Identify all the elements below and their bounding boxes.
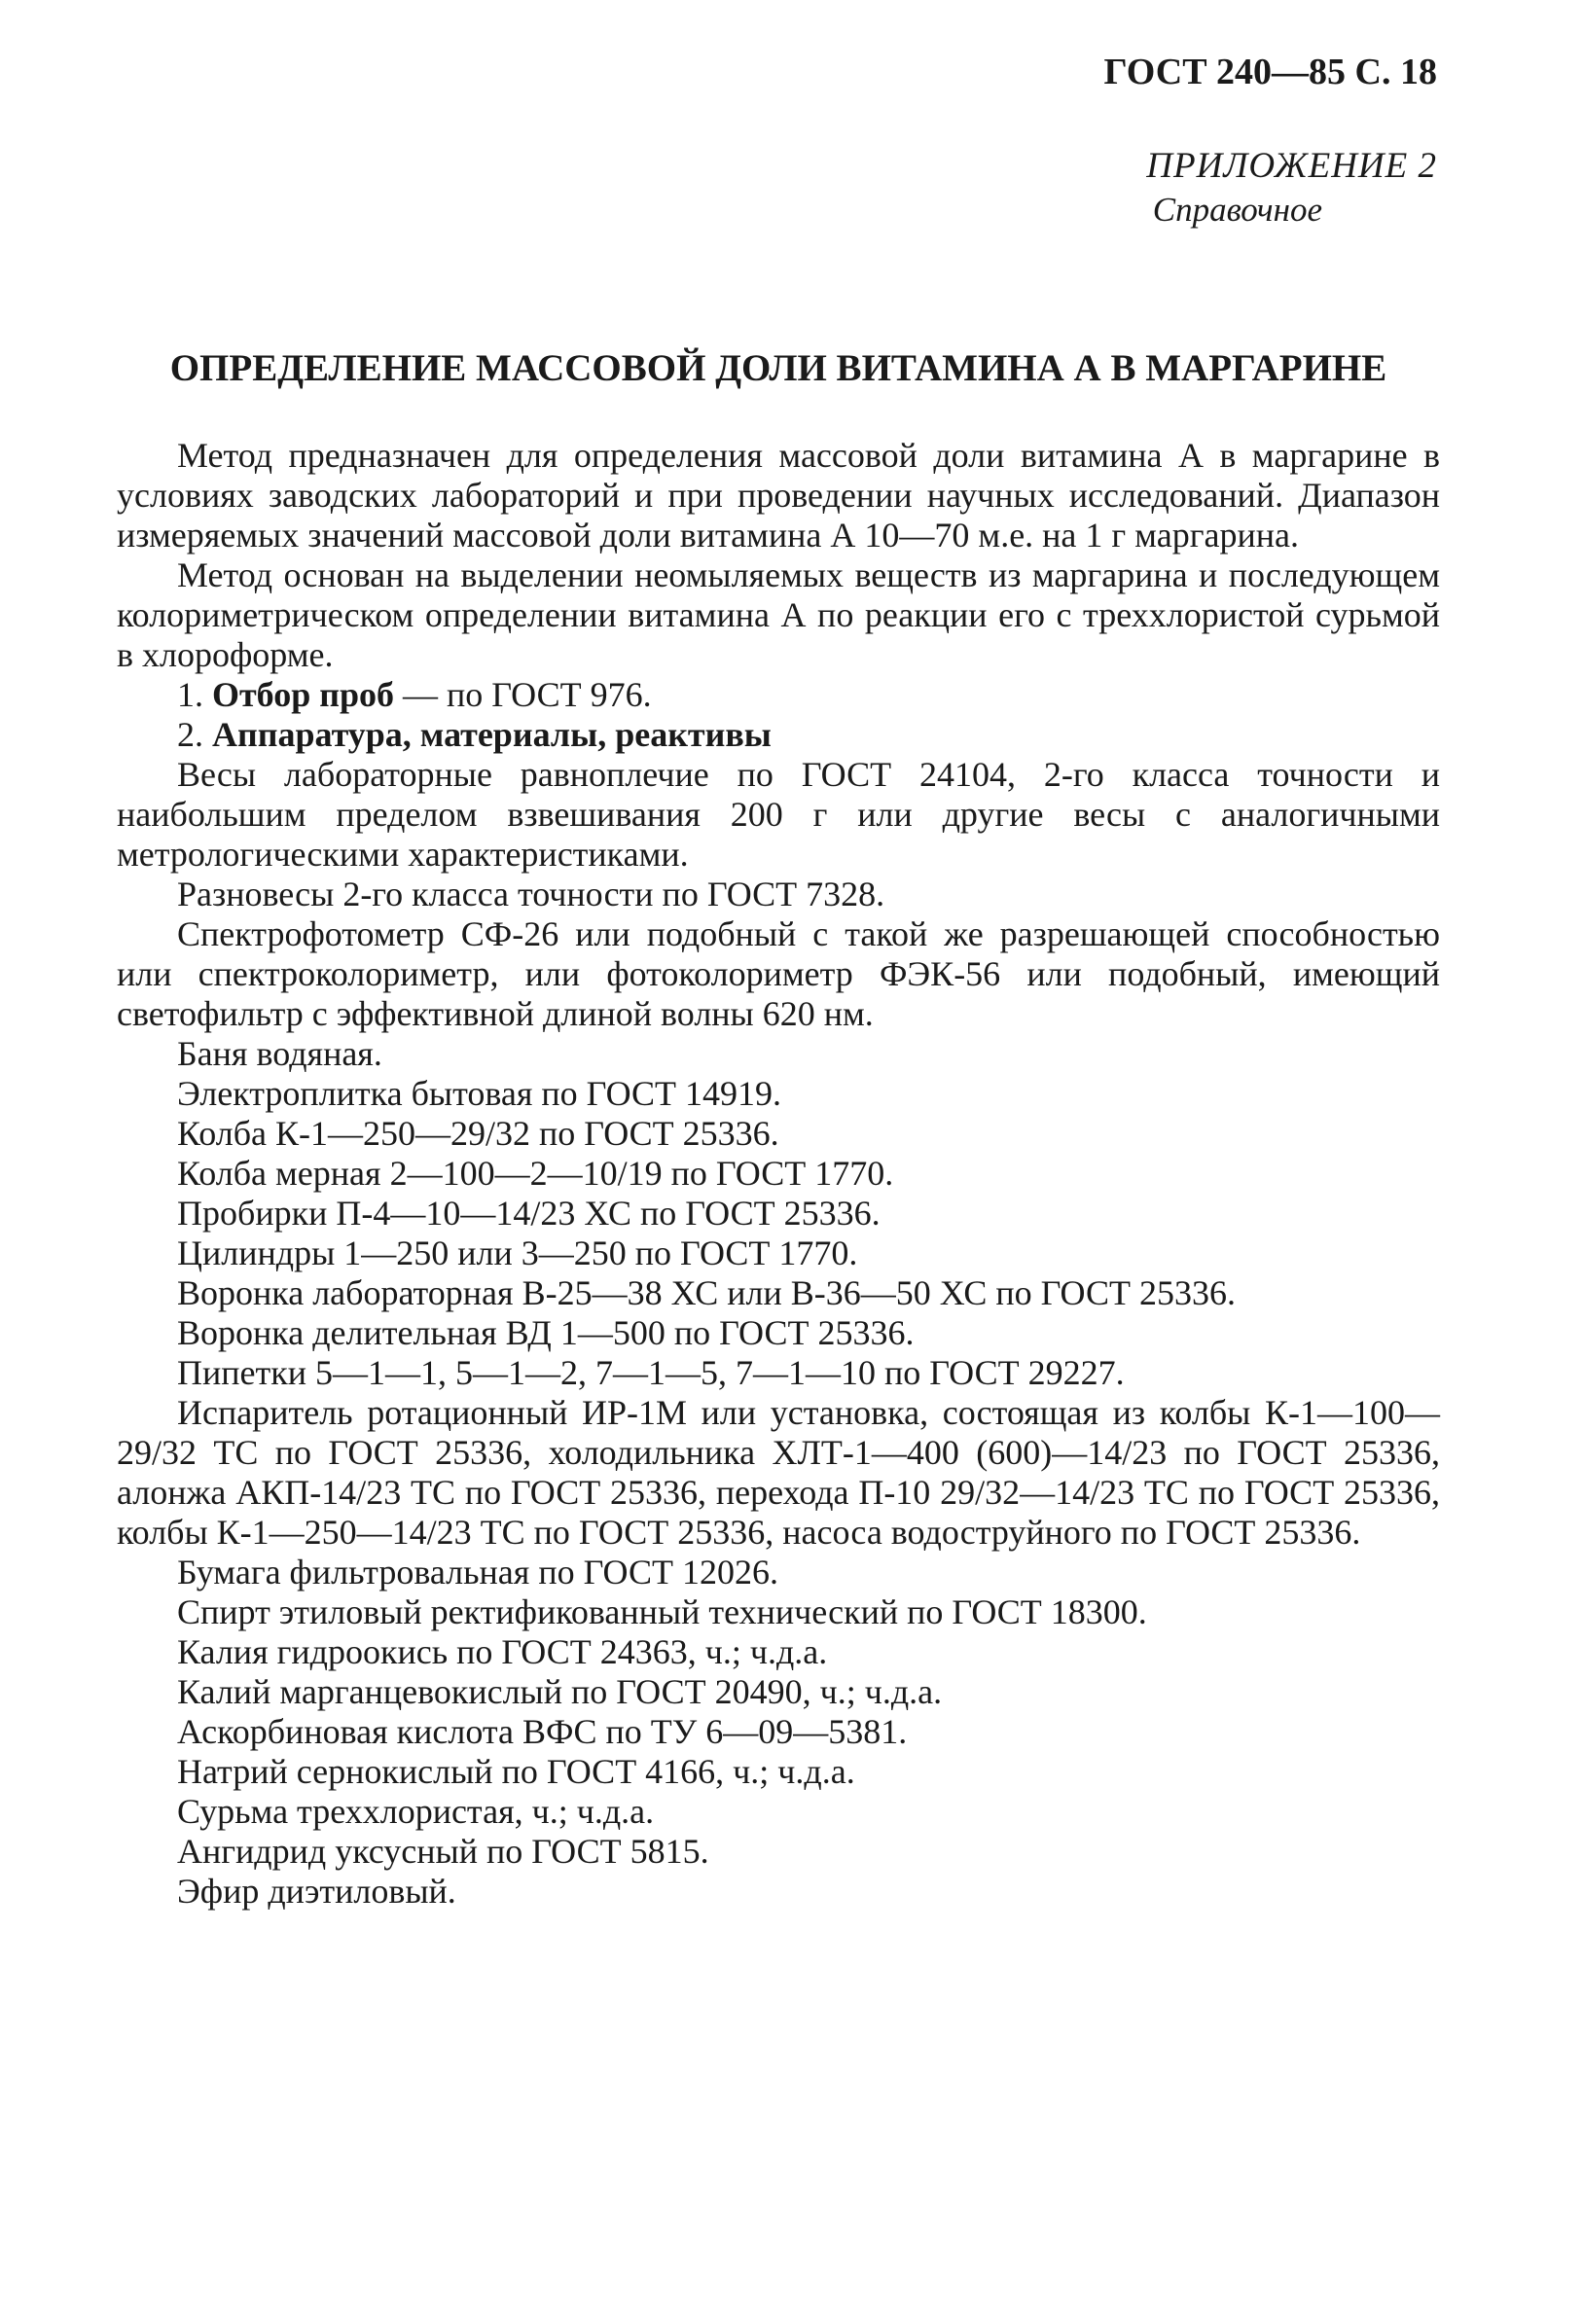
equipment-item: Цилиндры 1—250 или 3—250 по ГОСТ 1770. [177, 1234, 858, 1272]
section-1-number: 1. [177, 675, 203, 714]
equipment-item: Пробирки П-4—10—14/23 ХС по ГОСТ 25336. [177, 1194, 881, 1233]
section-1-heading: Отбор проб [212, 675, 394, 714]
section-2-heading: Аппаратура, материалы, реактивы [212, 715, 772, 754]
equipment-item: Спектрофотометр СФ-26 или подобный с такой же разрешающей способностью или спектроколориметр, или фотоколориметр ФЭК-56 или подобный, имеющий светофильтр с эффективной длиной волны 620 нм. [117, 914, 1440, 1033]
intro-paragraph-1: Метод предназначен для определения массовой доли витамина А в маргарине в условиях заводских лабораторий и при проведении научных исследований. Диапазон измеряемых значений массовой доли витамина А 10—70 м.е. на 1 г маргарина. [117, 436, 1440, 554]
equipment-item: Калия гидроокись по ГОСТ 24363, ч.; ч.д.а. [177, 1632, 828, 1671]
section-2-number: 2. [177, 715, 203, 754]
equipment-item: Ангидрид уксусный по ГОСТ 5815. [177, 1832, 709, 1871]
section-1-text: — по ГОСТ 976. [394, 675, 652, 714]
equipment-item: Натрий сернокислый по ГОСТ 4166, ч.; ч.д.а. [177, 1752, 855, 1791]
equipment-item: Испаритель ротационный ИР-1М или установка, состоящая из колбы К-1—100—29/32 ТС по ГОСТ 25336, холодильника ХЛТ-1—400 (600)—14/23 по ГОСТ 25336, алонжа АКП-14/23 ТС по ГОСТ 25336, перехода П-10 29/32—14/23 ТС по ГОСТ 25336, колбы К-1—250—14/23 ТС по ГОСТ 25336, насоса водоструйного по ГОСТ 25336. [117, 1393, 1440, 1552]
equipment-item: Спирт этиловый ректификованный технический по ГОСТ 18300. [177, 1592, 1147, 1631]
equipment-item: Баня водяная. [177, 1034, 382, 1073]
equipment-item: Колба К-1—250—29/32 по ГОСТ 25336. [177, 1114, 779, 1153]
equipment-item: Разновесы 2-го класса точности по ГОСТ 7328. [177, 875, 885, 913]
equipment-item: Сурьма треххлористая, ч.; ч.д.а. [177, 1792, 655, 1831]
page-header-standard-reference: ГОСТ 240—85 С. 18 [1103, 52, 1437, 92]
section-1-line [117, 675, 1440, 715]
equipment-item: Воронка лабораторная В-25—38 ХС или В-36—50 ХС по ГОСТ 25336. [177, 1273, 1236, 1312]
document-body [117, 436, 1440, 1912]
intro-paragraph-2: Метод основан на выделении неомыляемых веществ из маргарина и последующем колориметрическом определении витамина А по реакции его с треххлористой сурьмой в хлороформе. [117, 555, 1440, 674]
appendix-title: ПРИЛОЖЕНИЕ 2 [1146, 146, 1437, 186]
equipment-item: Электроплитка бытовая по ГОСТ 14919. [177, 1074, 782, 1113]
equipment-item: Пипетки 5—1—1, 5—1—2, 7—1—5, 7—1—10 по ГОСТ 29227. [177, 1353, 1125, 1392]
section-2-line [117, 715, 1440, 755]
appendix-label [1146, 144, 1437, 232]
equipment-item: Весы лабораторные равноплечие по ГОСТ 24104, 2-го класса точности и наибольшим пределом взвешивания 200 г или другие весы с аналогичными метрологическими характеристиками. [117, 755, 1440, 874]
document-title: ОПРЕДЕЛЕНИЕ МАССОВОЙ ДОЛИ ВИТАМИНА А В МАРГАРИНЕ [169, 347, 1387, 389]
equipment-item: Бумага фильтровальная по ГОСТ 12026. [177, 1553, 778, 1591]
equipment-item: Калий марганцевокислый по ГОСТ 20490, ч.; ч.д.а. [177, 1672, 943, 1711]
equipment-item: Колба мерная 2—100—2—10/19 по ГОСТ 1770. [177, 1154, 894, 1193]
equipment-item: Воронка делительная ВД 1—500 по ГОСТ 25336. [177, 1313, 915, 1352]
equipment-item: Аскорбиновая кислота ВФС по ТУ 6—09—5381. [177, 1712, 908, 1751]
appendix-subtitle: Справочное [1152, 191, 1322, 229]
equipment-item: Эфир диэтиловый. [177, 1872, 456, 1911]
